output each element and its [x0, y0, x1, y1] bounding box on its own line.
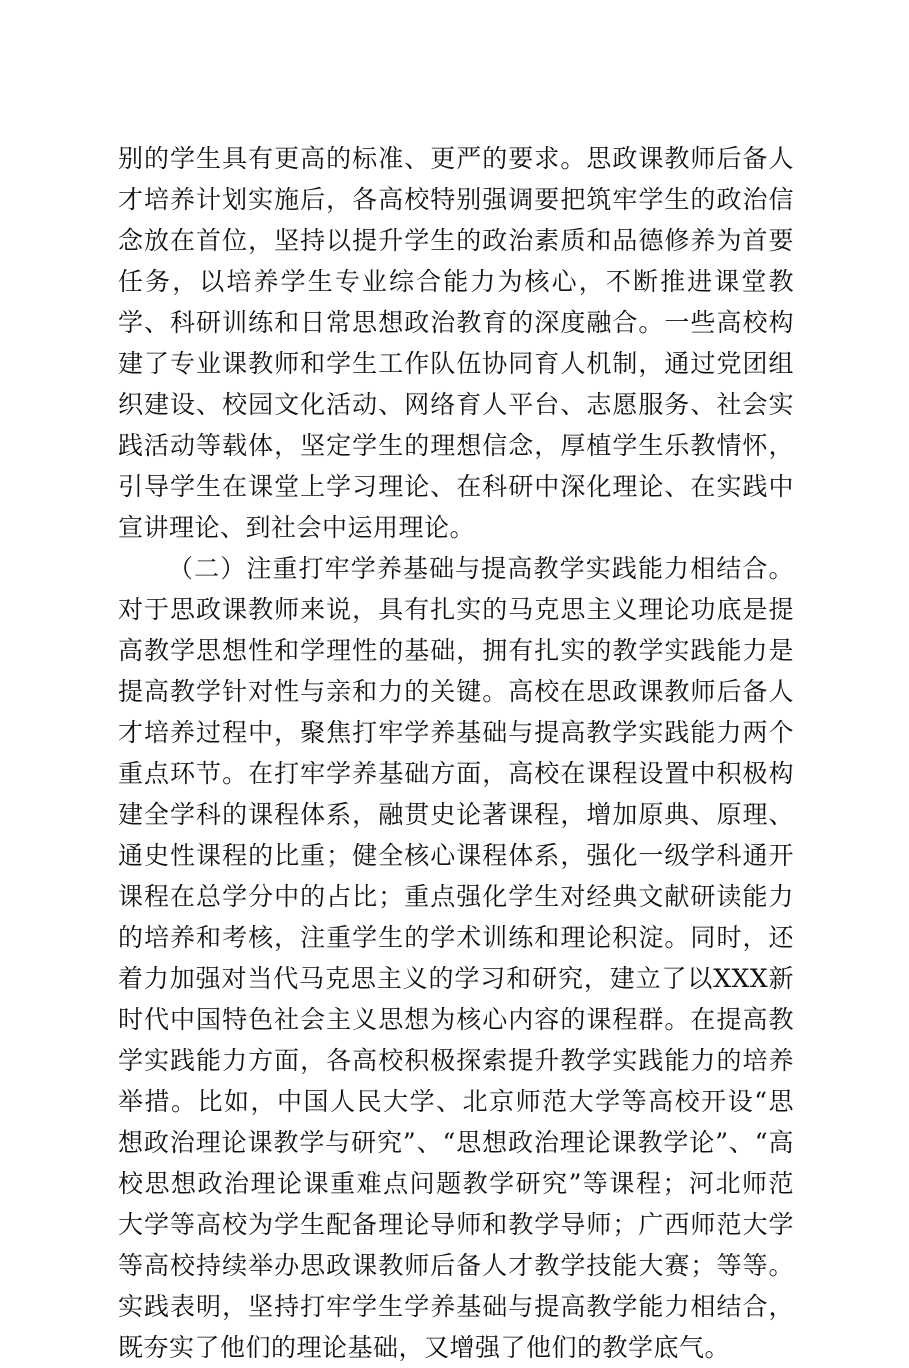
document-page: [118, 138, 794, 1368]
paragraph-continuation: 别的学生具有更高的标准、更严的要求。思政课教师后备人才培养计划实施后，各高校特别强调要把筑牢学生的政治信念放在首位，坚持以提升学生的政治素质和品德修养为首要任务，以培养学生专业综合能力为核心，不断推进课堂教学、科研训练和日常思想政治教育的深度融合。一些高校构建了专业课教师和学生工作队伍协同育人机制，通过党团组织建设、校园文化活动、网络育人平台、志愿服务、社会实践活动等载体，坚定学生的理想信念，厚植学生乐教情怀，引导学生在课堂上学习理论、在科研中深化理论、在实践中宣讲理论、到社会中运用理论。: [118, 144, 794, 542]
paragraph-section-two: （二）注重打牢学养基础与提高教学实践能力相结合。对于思政课教师来说，具有扎实的马克思主义理论功底是提高教学思想性和学理性的基础，拥有扎实的教学实践能力是提高教学针对性与亲和力的关键。高校在思政课教师后备人才培养过程中，聚焦打牢学养基础与提高教学实践能力两个重点环节。在打牢学养基础方面，高校在课程设置中积极构建全学科的课程体系，融贯史论著课程，增加原典、原理、通史性课程的比重；健全核心课程体系，强化一级学科通开课程在总学分中的占比；重点强化学生对经典文献研读能力的培养和考核，注重学生的学术训练和理论积淀。同时，还着力加强对当代马克思主义的学习和研究，建立了以XXX新时代中国特色社会主义思想为核心内容的课程群。在提高教学实践能力方面，各高校积极探索提升教学实践能力的培养举措。比如，中国人民大学、北京师范大学等高校开设“思想政治理论课教学与研究”、“思想政治理论课教学论”、“高校思想政治理论课重难点问题教学研究”等课程；河北师范大学等高校为学生配备理论导师和教学导师；广西师范大学等高校持续举办思政课教师后备人才教学技能大赛；等等。实践表明，坚持打牢学生学养基础与提高教学能力相结合，既夯实了他们的理论基础，又增强了他们的教学底气。: [118, 554, 794, 1362]
